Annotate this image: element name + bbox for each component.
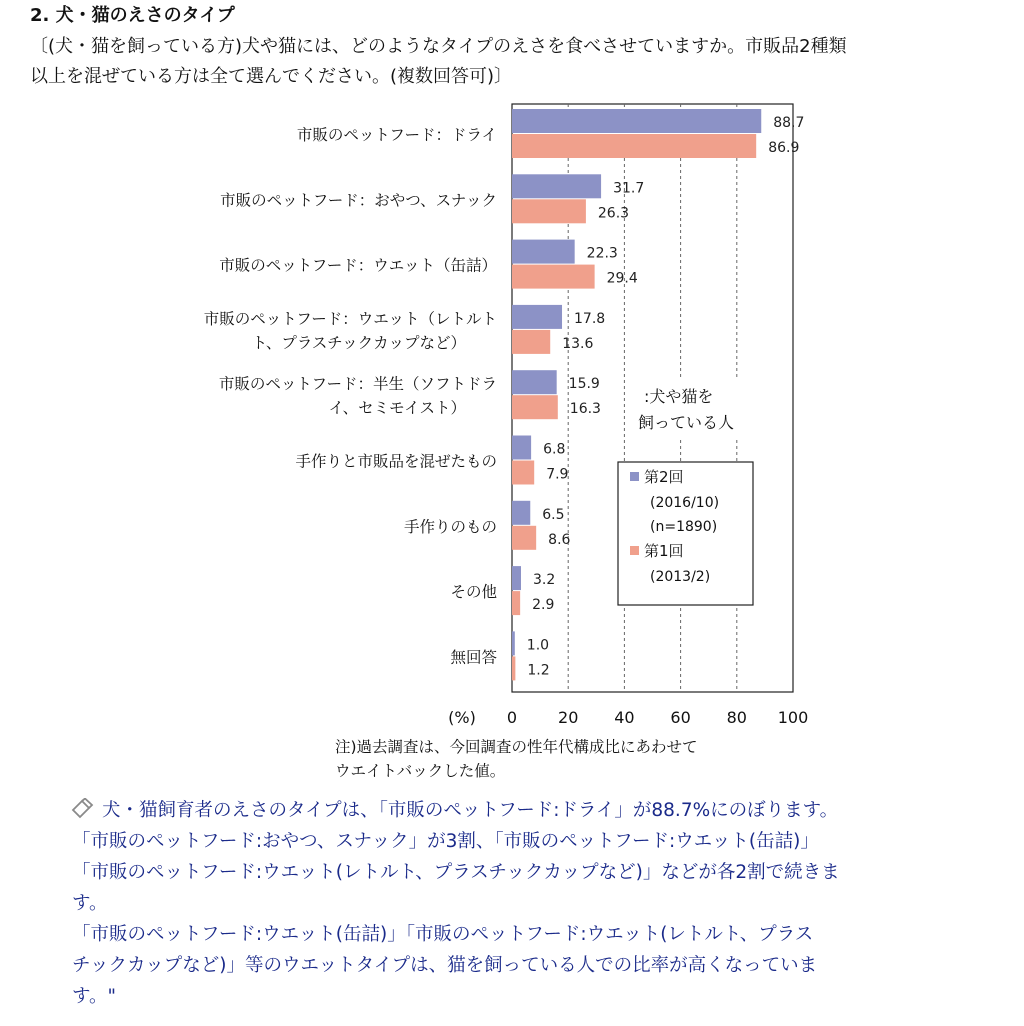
summary-line: す。" — [72, 986, 117, 1007]
x-tick-label: 80 — [726, 708, 747, 727]
data-label: 88.7 — [773, 115, 805, 131]
bar-series1 — [512, 199, 586, 223]
x-tick-label: 40 — [614, 708, 635, 727]
summary-line: 「市販のペットフード:おやつ、スナック」が3割、「市販のペットフード:ウエット(缶詰)」 — [72, 831, 819, 852]
bar-series1 — [512, 591, 520, 615]
category-label: ト、プラスチックカップなど） — [251, 333, 466, 352]
legend-label: 第1回 — [644, 542, 684, 560]
bar-series1 — [512, 265, 595, 289]
x-tick-label: 100 — [777, 708, 809, 727]
bar-series1 — [512, 656, 515, 680]
legend-sublabel: (2013/2) — [650, 569, 711, 585]
summary-line: す。 — [72, 893, 108, 914]
bar-series2 — [512, 305, 562, 329]
legend-swatch — [630, 546, 639, 555]
summary-text — [72, 795, 1012, 1012]
bar-series1 — [512, 461, 534, 485]
category-label: 市販のペットフード：ウエット（レトルト — [203, 309, 497, 328]
category-label: 無回答 — [450, 648, 497, 667]
bar-series2 — [512, 109, 761, 133]
summary-line: 「市販のペットフード:ウエット(缶詰)」「市販のペットフード:ウエット(レトルト、プラス — [72, 924, 814, 945]
bar-series1 — [512, 526, 536, 550]
data-label: 15.9 — [568, 376, 600, 393]
data-label: 13.6 — [562, 335, 594, 352]
bar-series2 — [512, 240, 575, 264]
footnote-line: ウエイトバックした値。 — [335, 762, 506, 780]
category-label: 市販のペットフード：ウエット（缶詰） — [219, 256, 497, 275]
annotation-text: :犬や猫を — [644, 387, 714, 406]
category-label: 市販のペットフード：ドライ — [296, 126, 497, 144]
category-label: 市販のペットフード：半生（ソフトドラ — [218, 375, 497, 394]
question-line-2: 以上を混ぜている方は全て選んでください。(複数回答可)〕 — [30, 66, 513, 87]
summary-line: 「市販のペットフード:ウエット(レトルト、プラスチックカップなど)」などが各2割で続きま — [72, 862, 840, 883]
data-label: 8.6 — [548, 531, 571, 548]
bar-series1 — [512, 134, 756, 158]
bar-series2 — [512, 174, 601, 198]
summary-line: 犬・猫飼育者のえさのタイプは、「市販のペットフード:ドライ」が88.7%にのぼります。 — [102, 800, 839, 821]
data-label: 1.0 — [526, 637, 550, 654]
x-tick-label: 0 — [506, 708, 518, 727]
bar-series2 — [512, 566, 521, 590]
data-label: 1.2 — [527, 662, 550, 679]
bar-series2 — [512, 370, 557, 394]
bar-series1 — [512, 395, 558, 419]
data-label: 6.5 — [542, 506, 565, 523]
data-label: 26.3 — [597, 205, 630, 222]
category-label: 手作りと市販品を混ぜたもの — [295, 452, 497, 471]
data-label: 17.8 — [574, 310, 606, 327]
data-label: 6.8 — [543, 441, 566, 458]
data-label: 2.9 — [532, 597, 555, 614]
category-label: 手作りのもの — [403, 517, 497, 536]
section-heading: 2. 犬・猫のえさのタイプ — [30, 5, 235, 26]
data-label: 29.4 — [606, 270, 638, 287]
bar-series2 — [512, 436, 531, 460]
x-unit-label: (%) — [448, 708, 476, 727]
summary-line: チックカップなど)」等のウエットタイプは、猫を飼っている人での比率が高くなっていま — [72, 955, 818, 976]
x-tick-label: 60 — [670, 708, 691, 727]
data-label: 31.7 — [613, 180, 645, 197]
legend-sublabel: (n=1890) — [650, 519, 718, 535]
category-label: 市販のペットフード：おやつ、スナック — [220, 191, 497, 210]
data-label: 22.3 — [586, 245, 618, 262]
data-label: 16.3 — [569, 401, 601, 418]
bar-series2 — [512, 631, 515, 655]
legend-swatch — [630, 472, 639, 481]
legend-label: 第2回 — [644, 468, 684, 486]
data-label: 86.9 — [768, 140, 800, 156]
category-label: イ、セミモイスト） — [328, 399, 466, 418]
legend-sublabel: (2016/10) — [650, 495, 720, 511]
data-label: 7.9 — [546, 466, 569, 483]
x-tick-label: 20 — [558, 708, 579, 727]
data-label: 3.2 — [532, 572, 556, 589]
category-label: その他 — [450, 583, 497, 602]
footnote-line: 注)過去調査は、今回調査の性年代構成比にあわせて — [335, 738, 698, 756]
bar-series1 — [512, 330, 550, 354]
annotation-text: 飼っている人 — [638, 413, 735, 432]
bar-series2 — [512, 501, 530, 525]
question-line-1: 〔(犬・猫を飼っている方)犬や猫には、どのようなタイプのえさを食べさせていますか。市販品2種類 — [30, 36, 847, 57]
